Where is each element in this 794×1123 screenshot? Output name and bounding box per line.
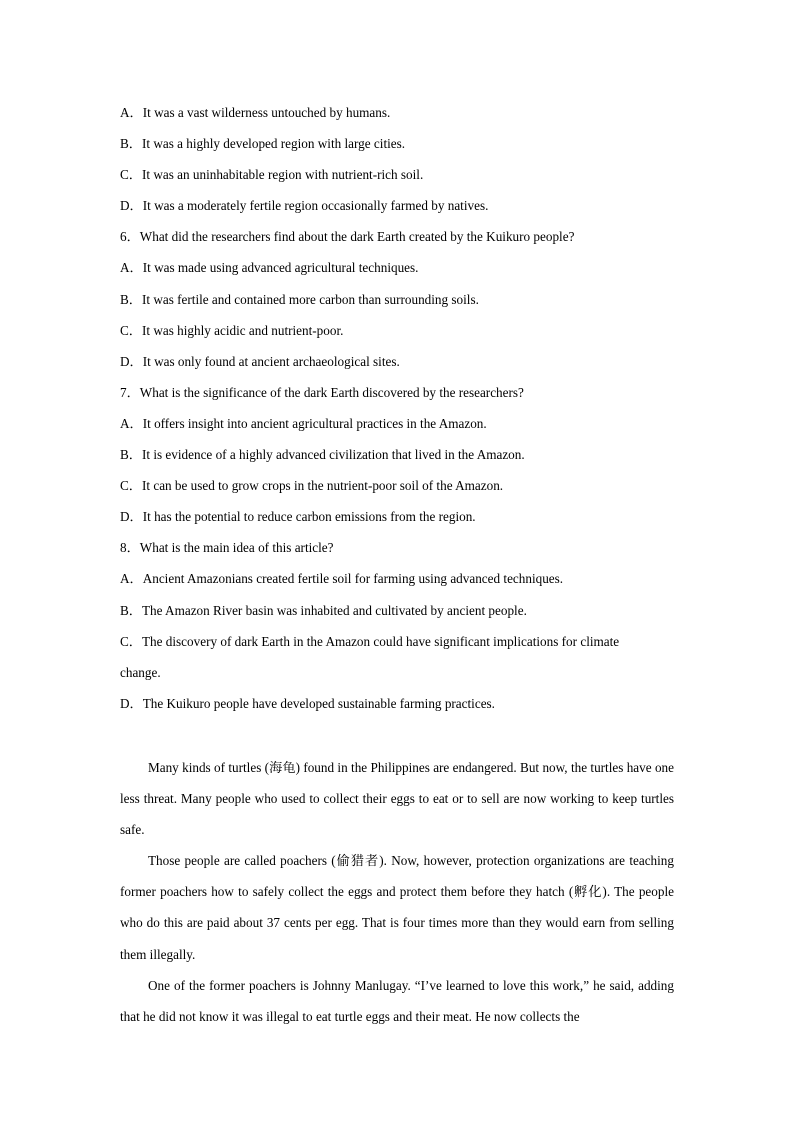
passage-paragraph-1: Many kinds of turtles (海龟) found in the Philippines are endangered. But now, the turtles have one less threat. Many people who used to collect their eggs to eat or to sell are now working to keep turtles safe. <box>120 760 674 838</box>
q7-option-c: C．It can be used to grow crops in the nutrient-poor soil of the Amazon. <box>120 478 504 494</box>
q7-option-a: A．It offers insight into ancient agricultural practices in the Amazon. <box>120 415 487 431</box>
q6-stem: 6．What did the researchers find about the dark Earth created by the Kuikuro people? <box>120 229 575 245</box>
passage-paragraph-2: Those people are called poachers (偷猎者). Now, however, protection organizations are teaching former poachers how to safely collect the eggs and protect them before they hatch (孵化). The people who do this are paid about 37 cents per egg. That is four times more than they would earn from selling them illegally. <box>120 853 674 962</box>
q5-option-b: B．It was a highly developed region with large cities. <box>120 136 406 152</box>
q7-option-d: D．It has the potential to reduce carbon emissions from the region. <box>120 509 476 525</box>
reading-passage <box>120 752 674 1032</box>
q8-option-a: A．Ancient Amazonians created fertile soil for farming using advanced techniques. <box>120 571 564 587</box>
q8-option-d: D．The Kuikuro people have developed sustainable farming practices. <box>120 695 495 711</box>
q8-option-b: B．The Amazon River basin was inhabited and cultivated by ancient people. <box>120 602 527 618</box>
q8-option-c: C．The discovery of dark Earth in the Amazon could have significant implications for climate change. <box>120 633 620 680</box>
q6-option-a: A．It was made using advanced agricultural techniques. <box>120 260 419 276</box>
questions-section <box>120 97 680 719</box>
q8-stem: 8．What is the main idea of this article? <box>120 540 334 556</box>
q6-option-b: B．It was fertile and contained more carbon than surrounding soils. <box>120 291 479 307</box>
q7-option-b: B．It is evidence of a highly advanced civilization that lived in the Amazon. <box>120 447 525 463</box>
q5-option-d: D．It was a moderately fertile region occasionally farmed by natives. <box>120 198 489 214</box>
q5-option-c: C．It was an uninhabitable region with nutrient-rich soil. <box>120 167 424 183</box>
q5-option-a: A．It was a vast wilderness untouched by humans. <box>120 105 391 120</box>
q7-stem: 7．What is the significance of the dark Earth discovered by the researchers? <box>120 384 524 400</box>
passage-paragraph-3: One of the former poachers is Johnny Manlugay. “I’ve learned to love this work,” he said, adding that he did not know it was illegal to eat turtle eggs and their meat. He now collects the <box>120 977 674 1024</box>
q6-option-c: C．It was highly acidic and nutrient-poor. <box>120 322 344 338</box>
q6-option-d: D．It was only found at ancient archaeological sites. <box>120 353 400 369</box>
